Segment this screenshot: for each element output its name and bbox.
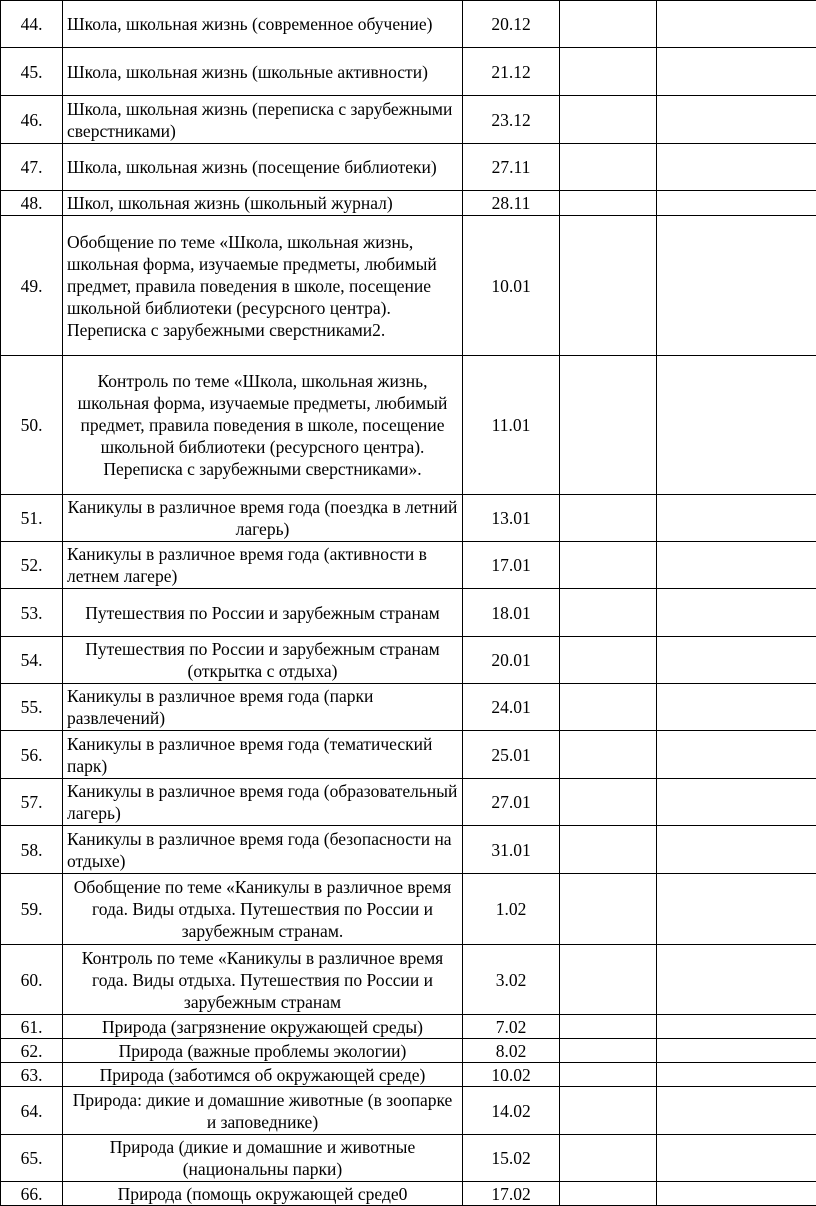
empty-cell	[560, 1063, 657, 1087]
lesson-number-cell: 57.	[1, 779, 63, 826]
empty-cell	[560, 542, 657, 589]
lesson-number-cell: 54.	[1, 637, 63, 684]
lesson-topic-cell: Школа, школьная жизнь (школьные активности)	[63, 48, 463, 96]
table-row	[1, 356, 816, 495]
table-row	[1, 1015, 816, 1039]
lesson-date-cell: 10.02	[463, 1063, 560, 1087]
lesson-date-cell: 25.01	[463, 731, 560, 779]
table-row	[1, 216, 816, 356]
lesson-number-cell: 45.	[1, 48, 63, 96]
empty-cell	[560, 96, 657, 144]
table-row	[1, 731, 816, 779]
lesson-date-cell: 18.01	[463, 589, 560, 637]
empty-cell	[560, 1182, 657, 1206]
table-row	[1, 96, 816, 144]
lesson-topic-cell: Школа, школьная жизнь (переписка с зарубежными сверстниками)	[63, 96, 463, 144]
table-row	[1, 144, 816, 191]
lesson-topic-cell: Природа (загрязнение окружающей среды)	[63, 1015, 463, 1039]
lesson-number-cell: 64.	[1, 1087, 63, 1135]
empty-cell	[560, 216, 657, 356]
empty-cell	[560, 48, 657, 96]
table-row	[1, 1135, 816, 1182]
empty-cell	[560, 874, 657, 945]
empty-cell	[657, 684, 816, 731]
lesson-number-cell: 48.	[1, 191, 63, 216]
table-row	[1, 48, 816, 96]
lesson-number-cell: 62.	[1, 1039, 63, 1063]
lesson-date-cell: 15.02	[463, 1135, 560, 1182]
empty-cell	[560, 1, 657, 48]
empty-cell	[560, 1087, 657, 1135]
empty-cell	[560, 779, 657, 826]
lesson-topic-cell: Каникулы в различное время года (образовательный лагерь)	[63, 779, 463, 826]
lesson-topic-cell: Природа (заботимся об окружающей среде)	[63, 1063, 463, 1087]
table-row	[1, 874, 816, 945]
lesson-number-cell: 52.	[1, 542, 63, 589]
lesson-topic-cell: Путешествия по России и зарубежным странам	[63, 589, 463, 637]
lesson-topic-cell: Природа: дикие и домашние животные (в зоопарке и заповеднике)	[63, 1087, 463, 1135]
empty-cell	[657, 779, 816, 826]
empty-cell	[657, 96, 816, 144]
lesson-number-cell: 59.	[1, 874, 63, 945]
table-row	[1, 1087, 816, 1135]
lesson-date-cell: 17.02	[463, 1182, 560, 1206]
table-row	[1, 1, 816, 48]
lesson-date-cell: 13.01	[463, 495, 560, 542]
lesson-topic-cell: Природа (важные проблемы экологии)	[63, 1039, 463, 1063]
lesson-date-cell: 23.12	[463, 96, 560, 144]
table-row	[1, 779, 816, 826]
empty-cell	[657, 542, 816, 589]
empty-cell	[657, 495, 816, 542]
empty-cell	[657, 945, 816, 1015]
lesson-date-cell: 3.02	[463, 945, 560, 1015]
lesson-number-cell: 50.	[1, 356, 63, 495]
lesson-number-cell: 61.	[1, 1015, 63, 1039]
lesson-date-cell: 10.01	[463, 216, 560, 356]
lesson-number-cell: 51.	[1, 495, 63, 542]
lesson-topic-cell: Школ, школьная жизнь (школьный журнал)	[63, 191, 463, 216]
lesson-date-cell: 27.01	[463, 779, 560, 826]
lesson-number-cell: 65.	[1, 1135, 63, 1182]
empty-cell	[560, 495, 657, 542]
empty-cell	[657, 1063, 816, 1087]
lesson-date-cell: 24.01	[463, 684, 560, 731]
empty-cell	[657, 1, 816, 48]
empty-cell	[560, 1015, 657, 1039]
empty-cell	[560, 144, 657, 191]
lesson-topic-cell: Каникулы в различное время года (безопасности на отдыхе)	[63, 826, 463, 874]
table-row	[1, 945, 816, 1015]
empty-cell	[657, 1015, 816, 1039]
empty-cell	[560, 684, 657, 731]
table-row	[1, 1182, 816, 1206]
lesson-topic-cell: Школа, школьная жизнь (посещение библиотеки)	[63, 144, 463, 191]
empty-cell	[560, 731, 657, 779]
lesson-topic-cell: Природа (дикие и домашние и животные (национальны парки)	[63, 1135, 463, 1182]
lesson-topic-cell: Обобщение по теме «Школа, школьная жизнь, школьная форма, изучаемые предметы, любимый предмет, правила поведения в школе, посещение школьной библиотеки (ресурсного центра). Переписка с зарубежными сверстниками2.	[63, 216, 463, 356]
table-row	[1, 589, 816, 637]
lesson-topic-cell: Обобщение по теме «Каникулы в различное время года. Виды отдыха. Путешествия по России и зарубежным странам.	[63, 874, 463, 945]
empty-cell	[657, 1182, 816, 1206]
table-row	[1, 684, 816, 731]
lesson-topic-cell: Каникулы в различное время года (активности в летнем лагере)	[63, 542, 463, 589]
lesson-date-cell: 28.11	[463, 191, 560, 216]
lesson-number-cell: 56.	[1, 731, 63, 779]
lesson-topic-cell: Путешествия по России и зарубежным странам (открытка с отдыха)	[63, 637, 463, 684]
empty-cell	[657, 1087, 816, 1135]
empty-cell	[657, 731, 816, 779]
empty-cell	[657, 144, 816, 191]
lesson-number-cell: 66.	[1, 1182, 63, 1206]
lesson-topic-cell: Природа (помощь окружающей среде0	[63, 1182, 463, 1206]
lesson-number-cell: 53.	[1, 589, 63, 637]
empty-cell	[560, 1039, 657, 1063]
empty-cell	[657, 356, 816, 495]
lesson-number-cell: 49.	[1, 216, 63, 356]
empty-cell	[657, 1039, 816, 1063]
empty-cell	[560, 945, 657, 1015]
table-row	[1, 495, 816, 542]
lesson-number-cell: 55.	[1, 684, 63, 731]
empty-cell	[560, 589, 657, 637]
lesson-number-cell: 46.	[1, 96, 63, 144]
empty-cell	[657, 826, 816, 874]
table-row	[1, 1039, 816, 1063]
lesson-date-cell: 27.11	[463, 144, 560, 191]
empty-cell	[560, 637, 657, 684]
lesson-date-cell: 17.01	[463, 542, 560, 589]
empty-cell	[657, 874, 816, 945]
empty-cell	[657, 589, 816, 637]
empty-cell	[657, 637, 816, 684]
empty-cell	[560, 191, 657, 216]
table-row	[1, 826, 816, 874]
lesson-date-cell: 11.01	[463, 356, 560, 495]
table-row	[1, 191, 816, 216]
lesson-date-cell: 20.01	[463, 637, 560, 684]
empty-cell	[560, 1135, 657, 1182]
lesson-number-cell: 47.	[1, 144, 63, 191]
empty-cell	[657, 191, 816, 216]
table-row	[1, 542, 816, 589]
table-body	[1, 1, 816, 1206]
lesson-topic-cell: Контроль по теме «Каникулы в различное время года. Виды отдыха. Путешествия по России и зарубежным странам	[63, 945, 463, 1015]
lesson-date-cell: 31.01	[463, 826, 560, 874]
lesson-topic-cell: Школа, школьная жизнь (современное обучение)	[63, 1, 463, 48]
empty-cell	[560, 826, 657, 874]
lesson-number-cell: 58.	[1, 826, 63, 874]
lesson-topic-cell: Контроль по теме «Школа, школьная жизнь, школьная форма, изучаемые предметы, любимый предмет, правила поведения в школе, посещение школьной библиотеки (ресурсного центра). Переписка с зарубежными сверстниками».	[63, 356, 463, 495]
lesson-date-cell: 20.12	[463, 1, 560, 48]
table-row	[1, 637, 816, 684]
empty-cell	[560, 356, 657, 495]
lesson-number-cell: 60.	[1, 945, 63, 1015]
lesson-topic-cell: Каникулы в различное время года (парки развлечений)	[63, 684, 463, 731]
lesson-date-cell: 8.02	[463, 1039, 560, 1063]
lesson-topic-cell: Каникулы в различное время года (тематический парк)	[63, 731, 463, 779]
lesson-number-cell: 44.	[1, 1, 63, 48]
lesson-date-cell: 14.02	[463, 1087, 560, 1135]
lesson-number-cell: 63.	[1, 1063, 63, 1087]
lesson-topic-cell: Каникулы в различное время года (поездка в летний лагерь)	[63, 495, 463, 542]
lesson-date-cell: 1.02	[463, 874, 560, 945]
table-row	[1, 1063, 816, 1087]
lesson-date-cell: 21.12	[463, 48, 560, 96]
lesson-date-cell: 7.02	[463, 1015, 560, 1039]
empty-cell	[657, 216, 816, 356]
empty-cell	[657, 1135, 816, 1182]
empty-cell	[657, 48, 816, 96]
